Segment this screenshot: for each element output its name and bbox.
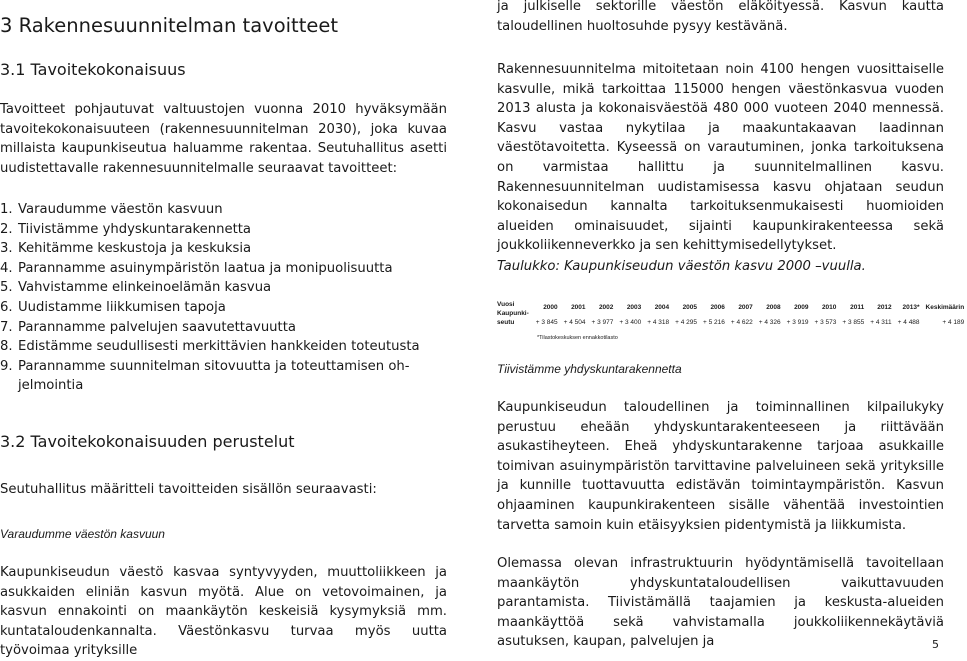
italic-heading-population: Varaudumme väestön kasvuun: [0, 527, 165, 541]
population-paragraph: Kaupunkiseudun väestö kasvaa syntyvyyden, muuttoliikkeen ja asukkaiden eliniän kasvun myötä. Alue on vetovoimainen, ja kasvun ennakointi on maankäytön keskeisiä kysymyksiä mm. kuntataloudenkannalta. Väestönkasvu turvaa myös uutta työvoimaa yrityksille: [0, 565, 447, 659]
continued-paragraph: ja julkiselle sektorille väestön eläköityessä. Kasvun kautta taloudellinen huoltosuhde pysyy kestävänä.: [497, 0, 944, 34]
list-item: 9. Parannamme suunnitelman sitovuutta ja toteuttamisen oh-jelmointia: [0, 358, 410, 394]
population-growth-table: [497, 300, 965, 341]
list-item: 8. Edistämme seudullisesti merkittävien hankkeiden toteutusta: [0, 339, 420, 355]
list-item: 6. Uudistamme liikkumisen tapoja: [0, 299, 226, 315]
infrastructure-paragraph: Olemassa olevan infrastruktuurin hyödyntämisellä tavoitellaan maankäytön yhdyskuntataloudellisen vaikuttavuuden parantamista. Tiivistämällä taajamien ja keskusta-alueiden maankäyttöä sekä vahvistamalla joukkoliikennekäytäviä asutuksen, kaupan, palvelujen ja: [497, 556, 944, 650]
list-item: 2. Tiivistämme yhdyskuntarakennetta: [0, 221, 252, 237]
list-item: 7. Parannamme palvelujen saavutettavuutta: [0, 319, 296, 335]
row-label: Vuosi Kaupunki-seutu: [497, 301, 529, 326]
table-row: + 3 845 + 4 504 + 3 977 + 3 400 + 4 318 + 4 295 + 5 216 + 4 622 + 4 326 + 3 919 + 3 573 + 3 855 + 4 311 + 4 488 + 4 189: [535, 319, 965, 327]
list-item: 3. Kehitämme keskustoja ja keskuksia: [0, 241, 252, 257]
table-header-row: Vuosi Kaupunki-seutu 2000 2001 2002 2003 2004 2005 2006 2007 2008 2009 2010 2011 2012 2013* Keskimäärin: [497, 300, 967, 316]
table-footnote: *Tilastokeskuksen ennakkotilasto: [537, 335, 618, 341]
italic-heading-density: Tiivistämme yhdyskuntarakennetta: [497, 362, 682, 376]
defined-line: Seutuhallitus määritteli tavoitteiden sisällön seuraavasti:: [0, 482, 377, 497]
dimensioning-paragraph: Rakennesuunnitelma mitoitetaan noin 4100 hengen vuosittaiselle kasvulle, mikä tarkoittaa 115000 hengen väestönkasvua vuoden 2013 alusta ja kokonaisväestöä 480 000 vuoteen 2040 mennessä. Kasvu vastaa nykytilaa ja maakuntakaavan laadinnan väestötavoitetta. Kyseessä on varautuminen, jonka tarkoituksena on varmistaa hallittu ja suunnitelmallinen kasvu. Rakennesuunnitelman uudistamisessa kasvu ohjataan seudun kokonaisedun kannalta tarkoituksenmukaisesti huomioiden alueiden ominaisuudet, sijainti kaupunkirakenteessa sekä joukkoliikenneverkko ja sen kehittymisedellytykset.: [497, 62, 944, 254]
intro-paragraph: Tavoitteet pohjautuvat valtuustojen vuonna 2010 hyväksymään tavoitekokonaisuuteen (rakennesuunnitelman 2030), joka kuvaa millaista kaupunkiseutua haluamme rakentaa. Seutuhallitus asetti uudistettavalle rakennesuunnitelmalle seuraavat tavoitteet:: [0, 102, 447, 176]
section-heading-3-2: 3.2 Tavoitekokonaisuuden perustelut: [0, 432, 295, 451]
list-item: 1. Varaudumme väestön kasvuun: [0, 202, 223, 217]
list-item: 5. Vahvistamme elinkeinoelämän kasvua: [0, 280, 272, 296]
page-number: 5: [932, 638, 939, 651]
density-paragraph: Kaupunkiseudun taloudellinen ja toiminnallinen kilpailukyky perustuu eheään yhdyskuntarakenteeseen ja riittävään asukastiheyteen. Eheä yhdyskuntarakenne tarjoaa asukkaille toimivan asuinympäristön tarvittavine palveluineen sekä yrityksille ja kunnille tuottavuutta edistävän toimintaympäristön. Kasvun ohjaaminen kaupunkirakenteen sisälle vähentää investointien tarvetta samoin kuin etäisyyksien pidentymistä ja liikkumista.: [497, 400, 944, 533]
goals-list: [0, 200, 447, 396]
chapter-heading: 3 Rakennesuunnitelman tavoitteet: [0, 14, 338, 37]
section-heading-3-1: 3.1 Tavoitekokonaisuus: [0, 60, 186, 79]
list-item: 4. Parannamme asuinympäristön laatua ja monipuolisuutta: [0, 260, 393, 276]
table-caption: Taulukko: Kaupunkiseudun väestön kasvu 2000 –vuulla.: [497, 259, 866, 274]
